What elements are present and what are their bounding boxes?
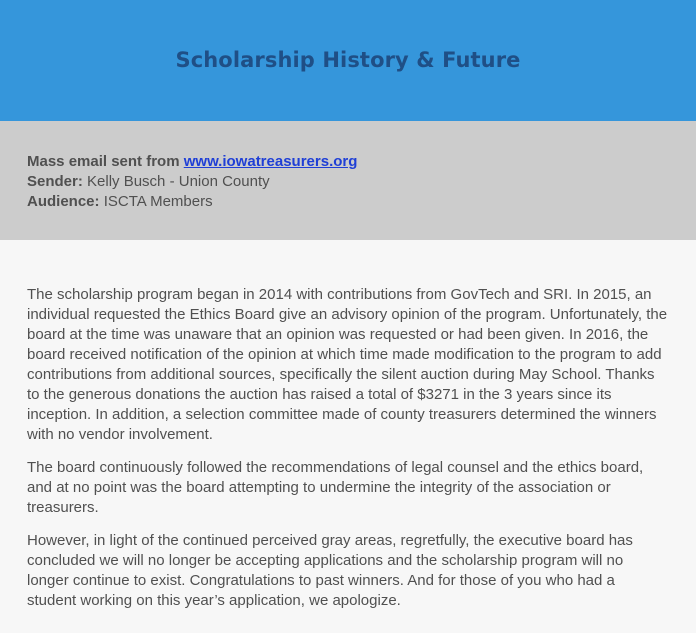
sender-label: Sender:	[27, 173, 83, 190]
page-title: Scholarship History & Future	[175, 47, 521, 72]
header-banner	[0, 0, 696, 121]
paragraph-history: The scholarship program began in 2014 with contributions from GovTech and SRI. In 2015, an individual requested the Ethics Board give an advisory opinion of the program. Unfortunately, the board at the time was unaware that an opinion was requested or had been given. In 2016, the board received notification of the opinion at which time made modification to the program to add contributions from additional sources, specifically the silent auction during May School. Thanks to the generous donations the auction has raised a total of $3271 in the 3 years since its inception. In addition, a selection committee made of county treasurers determined the winners with no vendor involvement.	[27, 286, 668, 443]
paragraph-compliance: The board continuously followed the recommendations of legal counsel and the ethics board, and at no point was the board attempting to undermine the integrity of the association or treasurers.	[27, 459, 644, 516]
paragraph-conclusion: However, in light of the continued perceived gray areas, regretfully, the executive board has concluded we will no longer be accepting applications and the scholarship program will no longer continue to exist. Congratulations to past winners. And for those of you who had a student working on this year’s application, we apologize.	[27, 532, 633, 609]
sender-value: Kelly Busch - Union County	[87, 173, 270, 190]
audience-line	[27, 192, 669, 212]
email-meta	[0, 121, 696, 240]
mass-email-line	[27, 152, 669, 172]
message-body	[0, 240, 696, 611]
sender-line	[27, 172, 669, 192]
mass-email-label: Mass email sent from	[27, 153, 180, 170]
audience-label: Audience:	[27, 193, 100, 210]
website-link[interactable]: www.iowatreasurers.org	[183, 153, 358, 170]
audience-value: ISCTA Members	[103, 193, 213, 210]
